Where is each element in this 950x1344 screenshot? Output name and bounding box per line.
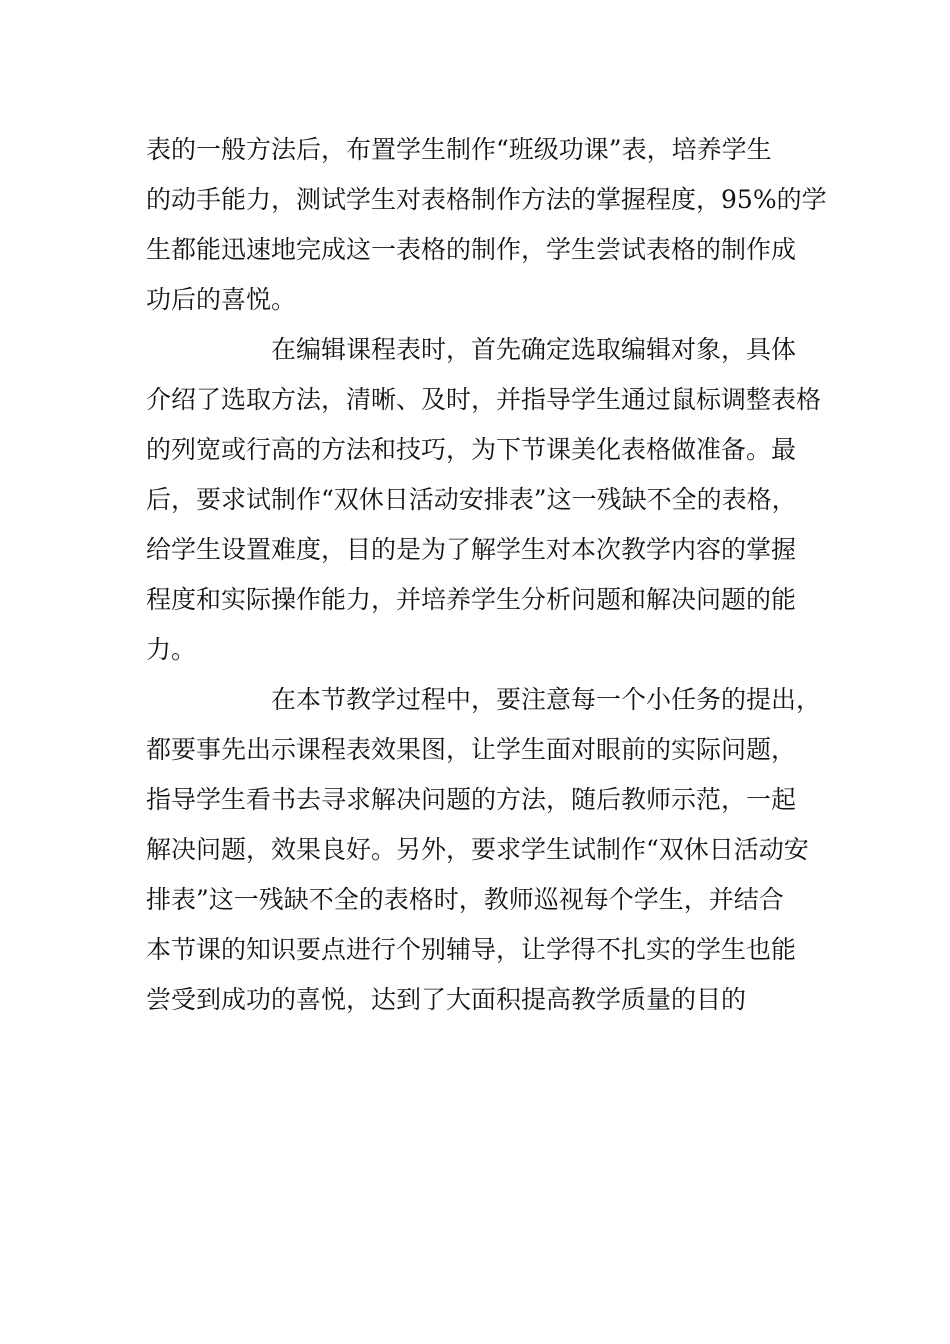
text-line: 指导学生看书去寻求解决问题的方法，随后教师示范，一起: [146, 785, 797, 814]
text-line: 力。: [146, 635, 197, 664]
text-line: 介绍了选取方法，清晰、及时，并指导学生通过鼠标调整表格: [146, 385, 822, 414]
text-line: 程度和实际操作能力，并培养学生分析问题和解决问题的能: [146, 585, 797, 614]
text-line: 本节课的知识要点进行个别辅导，让学得不扎实的学生也能: [146, 935, 797, 964]
text-line: 生都能迅速地完成这一表格的制作，学生尝试表格的制作成: [146, 235, 797, 264]
text-line: 功后的喜悦。: [146, 285, 297, 314]
text-line: 后，要求试制作“双休日活动安排表”这一残缺不全的表格，: [146, 485, 797, 514]
text-line: 的列宽或行高的方法和技巧，为下节课美化表格做准备。最: [146, 435, 797, 464]
text-line: 解决问题，效果良好。另外，要求学生试制作“双休日活动安: [146, 835, 809, 864]
text-line: 在编辑课程表时，首先确定选取编辑对象，具体: [271, 335, 797, 364]
text-line: 表的一般方法后，布置学生制作“班级功课”表，培养学生: [146, 135, 772, 164]
text-line: 都要事先出示课程表效果图，让学生面对眼前的实际问题，: [146, 735, 797, 764]
text-line: 尝受到成功的喜悦，达到了大面积提高教学质量的目的: [146, 985, 747, 1014]
text-line: 在本节教学过程中，要注意每一个小任务的提出，: [271, 685, 822, 714]
text-line: 给学生设置难度，目的是为了解学生对本次教学内容的掌握: [146, 535, 797, 564]
text-line: 排表”这一残缺不全的表格时，教师巡视每个学生，并结合: [146, 885, 784, 914]
text-line: 的动手能力，测试学生对表格制作方法的掌握程度，95%的学: [146, 185, 827, 214]
